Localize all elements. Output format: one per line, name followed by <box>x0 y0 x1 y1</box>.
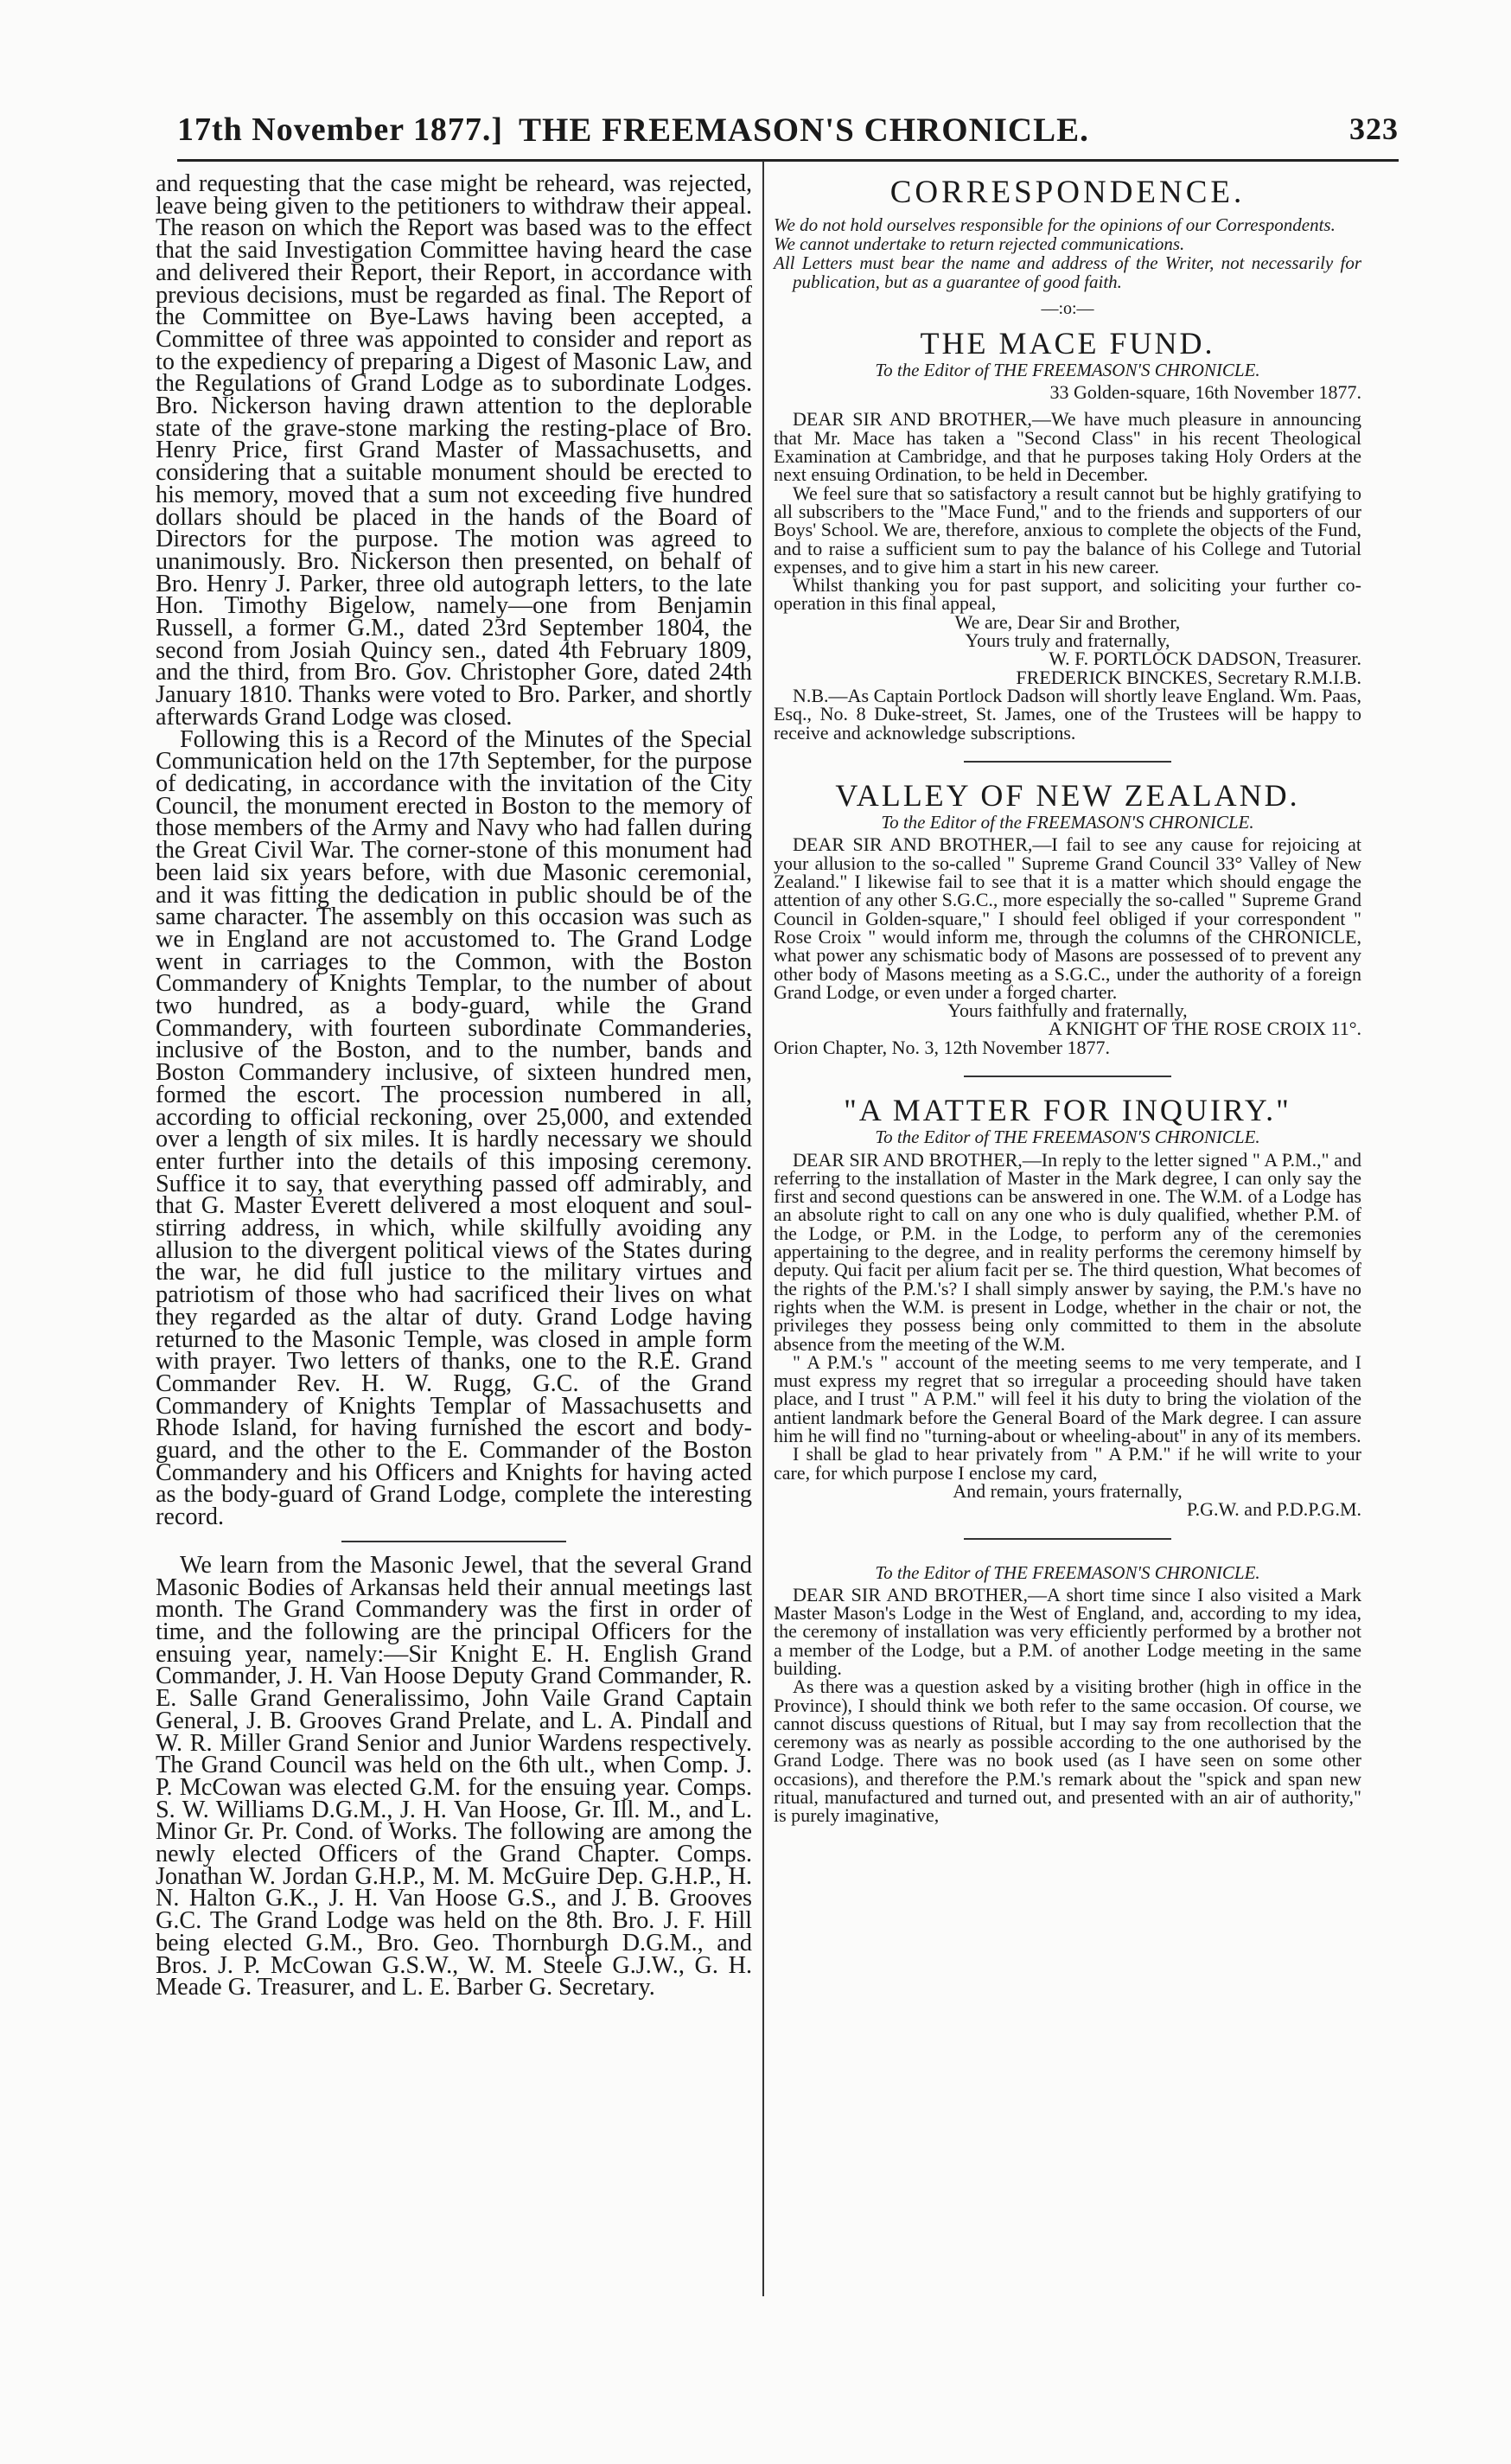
mace-closing-2: Yours truly and fraternally, <box>965 629 1170 652</box>
letter4-paragraph-2: As there was a question asked by a visiting brother (high in office in the Province), I should think we both refer to the same occasion. Of course, we cannot discuss questions of Ritual, but I may say from recollection that the ceremony was as nearly as possible according to the one authorised by the Grand Lodge. There was no book used (as I have seen on some other occasions), and therefore the P.M.'s remark about the "spick and span new ritual, manufactured and turned out, and presented with an air of authority," is purely imaginative, <box>774 1676 1361 1827</box>
inquiry-to-editor: To the Editor of THE FREEMASON'S CHRONICLE. <box>875 1127 1260 1148</box>
valley-paragraph-1: DEAR SIR AND BROTHER,—I fail to see any cause for rejoicing at your allusion to the so-called " Supreme Grand Council 33° Valley of New Zealand." I likewise fail to see that it is a matter which should engage the attention of any other S.G.C., more especially the so-called " Supreme Grand Council in Golden-square," I should feel obliged if your correspondent " Rose Croix " would inform me, through the columns of the CHRONICLE, what power any schismatic body of Masons are possessed of to prevent any other body of Masons meeting as a S.G.C., under the authority of a foreign Grand Lodge, or even under a forged charter. <box>774 833 1361 1003</box>
mace-paragraph-3: Whilst thanking you for past support, and soliciting your further co-operation in this final appeal, <box>774 574 1361 615</box>
right-column <box>774 173 1361 1825</box>
inquiry-paragraph-2: " A P.M.'s " account of the meeting seems to me very temperate, and I must express my regret that so irregular a proceeding should have taken place, and I trust " A P.M." will feel it his duty to bring the violation of the antient landmark before the General Board of the Mark degree. I can assure him he will find no "turning-about or wheeling-about" in any of its members. <box>774 1350 1361 1447</box>
left-paragraph-1: and requesting that the case might be reheard, was rejected, leave being given to the petitioners to withdraw their appeal. The reason on which the Report was based was to the effect that the said Investigation Committee having heard the case and delivered their Report, their Report, in accordance with previous decisions, must be regarded as final. The Report of the Committee on Bye-Laws having been accepted, a Committee of three was appointed to consider and report as to the expediency of preparing a Digest of Masonic Law, and the Regulations of Grand Lodge as to subordinate Lodges. Bro. Nickerson having drawn attention to the deplorable state of the grave-stone marking the resting-place of Bro. Henry Price, first Grand Master of Massachusetts, and considering that a suitable monument should be erected to his memory, moved that a sum not exceeding five hundred dollars should be placed in the hands of the Board of Directors for the purpose. The motion was agreed to unanimously. Bro. Nickerson then presented, on behalf of Bro. Henry J. Parker, three old autograph letters, to the late Hon. Timothy Bigelow, namely—one from Benjamin Russell, a former G.M., dated 23rd September 1804, the second from Josiah Quincy sen., dated 4th February 1809, and the third, from Bro. Gov. Christopher Gore, dated 24th January 1810. Thanks were voted to Bro. Parker, and shortly afterwards Grand Lodge was closed. <box>156 170 752 731</box>
page-header <box>177 111 1399 162</box>
inquiry-paragraph-3: I shall be glad to hear privately from " A P.M." if he will write to your care, for which purpose I enclose my card, <box>774 1443 1361 1484</box>
valley-signature: A KNIGHT OF THE ROSE CROIX 11°. <box>1048 1018 1361 1040</box>
inquiry-closing: And remain, yours fraternally, <box>953 1479 1183 1502</box>
mace-address: 33 Golden-square, 16th November 1877. <box>1049 381 1361 404</box>
mace-to-editor: To the Editor of THE FREEMASON'S CHRONICLE. <box>875 359 1260 380</box>
inquiry-heading: "A MATTER FOR INQUIRY." <box>844 1092 1291 1127</box>
left-paragraph-3: We learn from the Masonic Jewel, that the several Grand Masonic Bodies of Arkansas held their annual meetings last month. The Grand Commandery was the first in order of time, and the following are the principal Officers for the ensuing year, namely:—Sir Knight E. H. English Grand Commander, J. H. Van Hoose Deputy Grand Commander, R. E. Salle Grand Generalissimo, John Vaile Grand Captain General, J. B. Grooves Grand Prelate, and L. A. Pindall and W. R. Miller Grand Senior and Junior Wardens respectively. The Grand Council was held on the 6th ult., when Comp. J. P. McCowan was elected G.M. for the ensuing year. Comps. S. W. Williams D.G.M., J. H. Van Hoose, Gr. Ill. M., and L. Minor Gr. Pr. Cond. of Works. The following are among the newly elected Officers of the Grand Chapter. Comps. Jonathan W. Jordan G.H.P., M. M. McGuire Dep. G.H.P., H. N. Halton G.K., J. H. Van Hoose G.S., and J. B. Grooves G.C. The Grand Lodge was held on the 8th. Bro. J. F. Hill being elected G.M., Bro. Geo. Thornburgh D.G.M., and Bros. J. P. McCowan G.S.W., W. M. Steele G.J.W., G. H. Meade G. Treasurer, and L. E. Barber G. Secretary. <box>156 1551 752 2001</box>
mace-paragraph-2: We feel sure that so satisfactory a result cannot but be highly gratifying to all subscribers to the "Mace Fund," and to the friends and supporters of our Boys' School. We are, therefore, anxious to complete the objects of the Fund, and to raise a sufficient sum to pay the balance of his College and Tutorial expenses, and to give him a start in his new career. <box>774 482 1361 578</box>
left-divider <box>341 1541 566 1542</box>
inquiry-paragraph-1: DEAR SIR AND BROTHER,—In reply to the letter signed " A P.M.," and referring to the installation of Master in the Mark degree, I can only say the first and second questions can be answered in one. The W.M. of a Lodge has an absolute right to call on any one who is duly qualified, whether P.M. of the Lodge, or P.M. in the Lodge, to perform any of the ceremonies appertaining to the degree, and in reality performs the ceremony himself by deputy. Qui facit per alium facit per se. The third question, What becomes of the rights of the P.M.'s? I shall simply answer by saying, the P.M.'s have no rights when the W.M. is present in Lodge, whether in the chair or not, the privileges they possess being only committed to them in the absolute absence from the meeting of the W.M. <box>774 1148 1361 1355</box>
letter4-paragraph-1: DEAR SIR AND BROTHER,—A short time since I also visited a Mark Master Mason's Lodge in the West of England, and, according to my idea, the ceremony of installation was very efficiently performed by a brother not a member of the Lodge, but a P.M. of another Lodge meeting in the same building. <box>774 1583 1361 1679</box>
header-title: THE FREEMASON'S CHRONICLE. <box>519 112 1089 149</box>
valley-heading: VALLEY OF NEW ZEALAND. <box>835 777 1300 813</box>
header-page-number: 323 <box>1349 112 1399 146</box>
inquiry-signature: P.G.W. and P.D.P.G.M. <box>1186 1498 1361 1521</box>
valley-closing: Yours faithfully and fraternally, <box>947 999 1188 1022</box>
header-date: 17th November 1877.] <box>177 112 504 148</box>
mace-signature-1: W. F. PORTLOCK DADSON, Treasurer. <box>1049 648 1361 670</box>
notice-letters: All Letters must bear the name and address of the Writer, not necessarily for publication, but as a guarantee of good faith. <box>774 252 1361 293</box>
left-paragraph-2: Following this is a Record of the Minutes of the Special Communication held on the 17th September, for the purpose of dedicating, in accordance with the invitation of the City Council, the monument erected in Boston to the memory of those members of the Army and Navy who had fallen during the Great Civil War. The corner-stone of this monument had been laid six years before, with due Masonic ceremonial, and it was fitting the dedication in public should be of the same character. The assembly on this occasion was such as we in England are not accustomed to. The Grand Lodge went in carriages to the Common, with the Boston Commandery of Knights Templar, to the number of about two hundred, as a body-guard, while the Grand Commandery, with fourteen subordinate Commanderies, inclusive of the Boston, and to the number, bands and Boston Commandery inclusive, of sixteen hundred men, formed the escort. The procession numbered in all, according to official reckoning, over 25,000, and extended over a length of six miles. It is hardly necessary we should enter further into the details of this imposing ceremony. Suffice it to say, that everything passed off admirably, and that G. Master Everett delivered a most eloquent and soul-stirring address, in which, while skilfully avoiding any allusion to the divergent political views of the States during the war, he did full justice to the military virtues and patriotism of those who had sacrificed their lives on what they regarded as the altar of duty. Grand Lodge having returned to the Masonic Temple, was closed in ample form with prayer. Two letters of thanks, one to the R.E. Grand Commander Rev. H. W. Rugg, G.C. of the Grand Commandery of Knights Templar of Massachusetts and Rhode Island, for having furnished the escort and body-guard, and the other to the E. Commander of the Boston Commandery and his Officers and Knights for having acted as the body-guard of Grand Lodge, complete the interesting record. <box>156 725 752 1531</box>
section-divider-1 <box>964 761 1171 763</box>
correspondence-heading: CORRESPONDENCE. <box>889 175 1246 210</box>
section-divider-2 <box>964 1076 1171 1077</box>
left-column <box>156 170 752 2001</box>
mace-closing-1: We are, Dear Sir and Brother, <box>954 610 1181 633</box>
notice-rejected: We cannot undertake to return rejected communications. <box>774 233 1185 255</box>
notice-responsibility: We do not hold ourselves responsible for the opinions of our Correspondents. <box>774 214 1336 236</box>
valley-to-editor: To the Editor of the FREEMASON'S CHRONICLE. <box>881 812 1254 833</box>
letter4-to-editor: To the Editor of THE FREEMASON'S CHRONICLE. <box>875 1561 1260 1583</box>
ornament-divider: —:o:— <box>1041 299 1094 319</box>
mace-signature-2: FREDERICK BINCKES, Secretary R.M.I.B. <box>1016 666 1361 688</box>
column-rule <box>762 161 764 2296</box>
valley-place: Orion Chapter, No. 3, 12th November 1877. <box>774 1036 1110 1058</box>
mace-nb: N.B.—As Captain Portlock Dadson will shortly leave England. Wm. Paas, Esq., No. 8 Duke-street, St. James, one of the Trustees will be happy to receive and acknowledge subscriptions. <box>774 684 1361 744</box>
mace-paragraph-1: DEAR SIR AND BROTHER,—We have much pleasure in announcing that Mr. Mace has taken a "Second Class" in his recent Theological Examination at Cambridge, and that he purposes taking Holy Orders at the next ensuing Ordination, to be held in December. <box>774 408 1361 486</box>
section-divider-3 <box>964 1538 1171 1540</box>
mace-fund-heading: THE MACE FUND. <box>920 325 1215 361</box>
